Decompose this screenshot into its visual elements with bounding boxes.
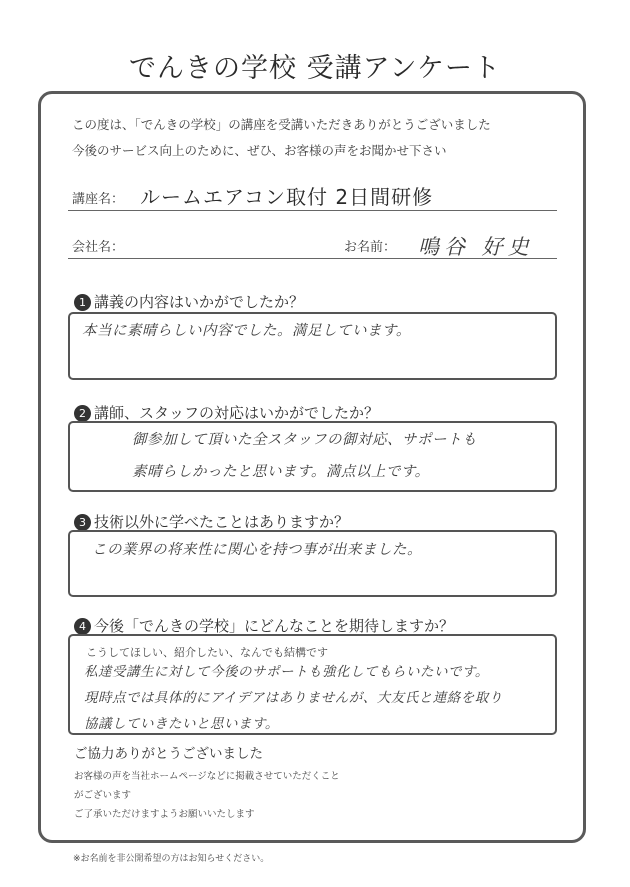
- question-4: [74, 615, 454, 636]
- note-line-1: お客様の声を当社ホームページなどに掲載させていただくこと: [74, 771, 340, 782]
- note-line-3: ご了承いただけますようお願いいたします: [74, 809, 255, 820]
- name-value[interactable]: 鳴谷 好史: [418, 235, 534, 259]
- answer-4-prompt: こうしてほしい、紹介したい、なんでも結構です: [86, 646, 328, 659]
- answer-4-line-2: 現時点では具体的にアイデアはありませんが、大友氏と連絡を取り: [84, 690, 503, 706]
- answer-1-line-1: 本当に素晴らしい内容でした。満足しています。: [82, 323, 411, 339]
- answer-4-line-3: 協議していきたいと思います。: [84, 716, 279, 732]
- name-label: お名前：: [344, 240, 397, 255]
- answer-2-line-2: 素晴らしかったと思います。満点以上です。: [132, 464, 430, 480]
- question-2: [74, 402, 379, 423]
- question-3-number: 3: [74, 514, 91, 531]
- question-3: [74, 511, 349, 532]
- course-name: ルームエアコン取付 2日間研修: [140, 185, 434, 209]
- answer-4-line-1: 私達受講生に対して今後のサポートも強化してもらいたいです。: [84, 664, 489, 680]
- question-1-text: 講義の内容はいかがでしたか？: [94, 293, 305, 311]
- thanks-message: ご協力ありがとうございました: [74, 746, 263, 762]
- answer-2-line-1: 御参加して頂いた全スタッフの御対応、サポートも: [132, 432, 477, 448]
- intro-line-2: 今後のサービス向上のために、ぜひ、お客様の声をお聞かせ下さい: [72, 143, 447, 158]
- question-4-number: 4: [74, 618, 91, 635]
- note-line-2: がございます: [74, 790, 132, 801]
- question-2-text: 講師、スタッフの対応はいかがでしたか？: [94, 404, 380, 422]
- company-label: 会社名：: [72, 240, 125, 255]
- question-1-number: 1: [74, 294, 91, 311]
- question-3-text: 技術以外に学べたことはありますか？: [94, 513, 350, 531]
- course-label: 講座名：: [72, 192, 125, 207]
- question-2-number: 2: [74, 405, 91, 422]
- answer-3-line-1: この業界の将来性に関心を持つ事が出来ました。: [92, 542, 422, 558]
- survey-title: でんきの学校 受講アンケート: [129, 53, 501, 84]
- footnote: ※お名前を非公開希望の方はお知らせください。: [73, 854, 270, 864]
- question-1: [74, 291, 304, 312]
- intro-line-1: この度は、「でんきの学校」の講座を受講いただきありがとうございました: [72, 117, 491, 132]
- question-4-text: 今後「でんきの学校」にどんなことを期待しますか？: [94, 617, 455, 635]
- course-underline: [68, 210, 557, 211]
- name-underline: [68, 258, 557, 259]
